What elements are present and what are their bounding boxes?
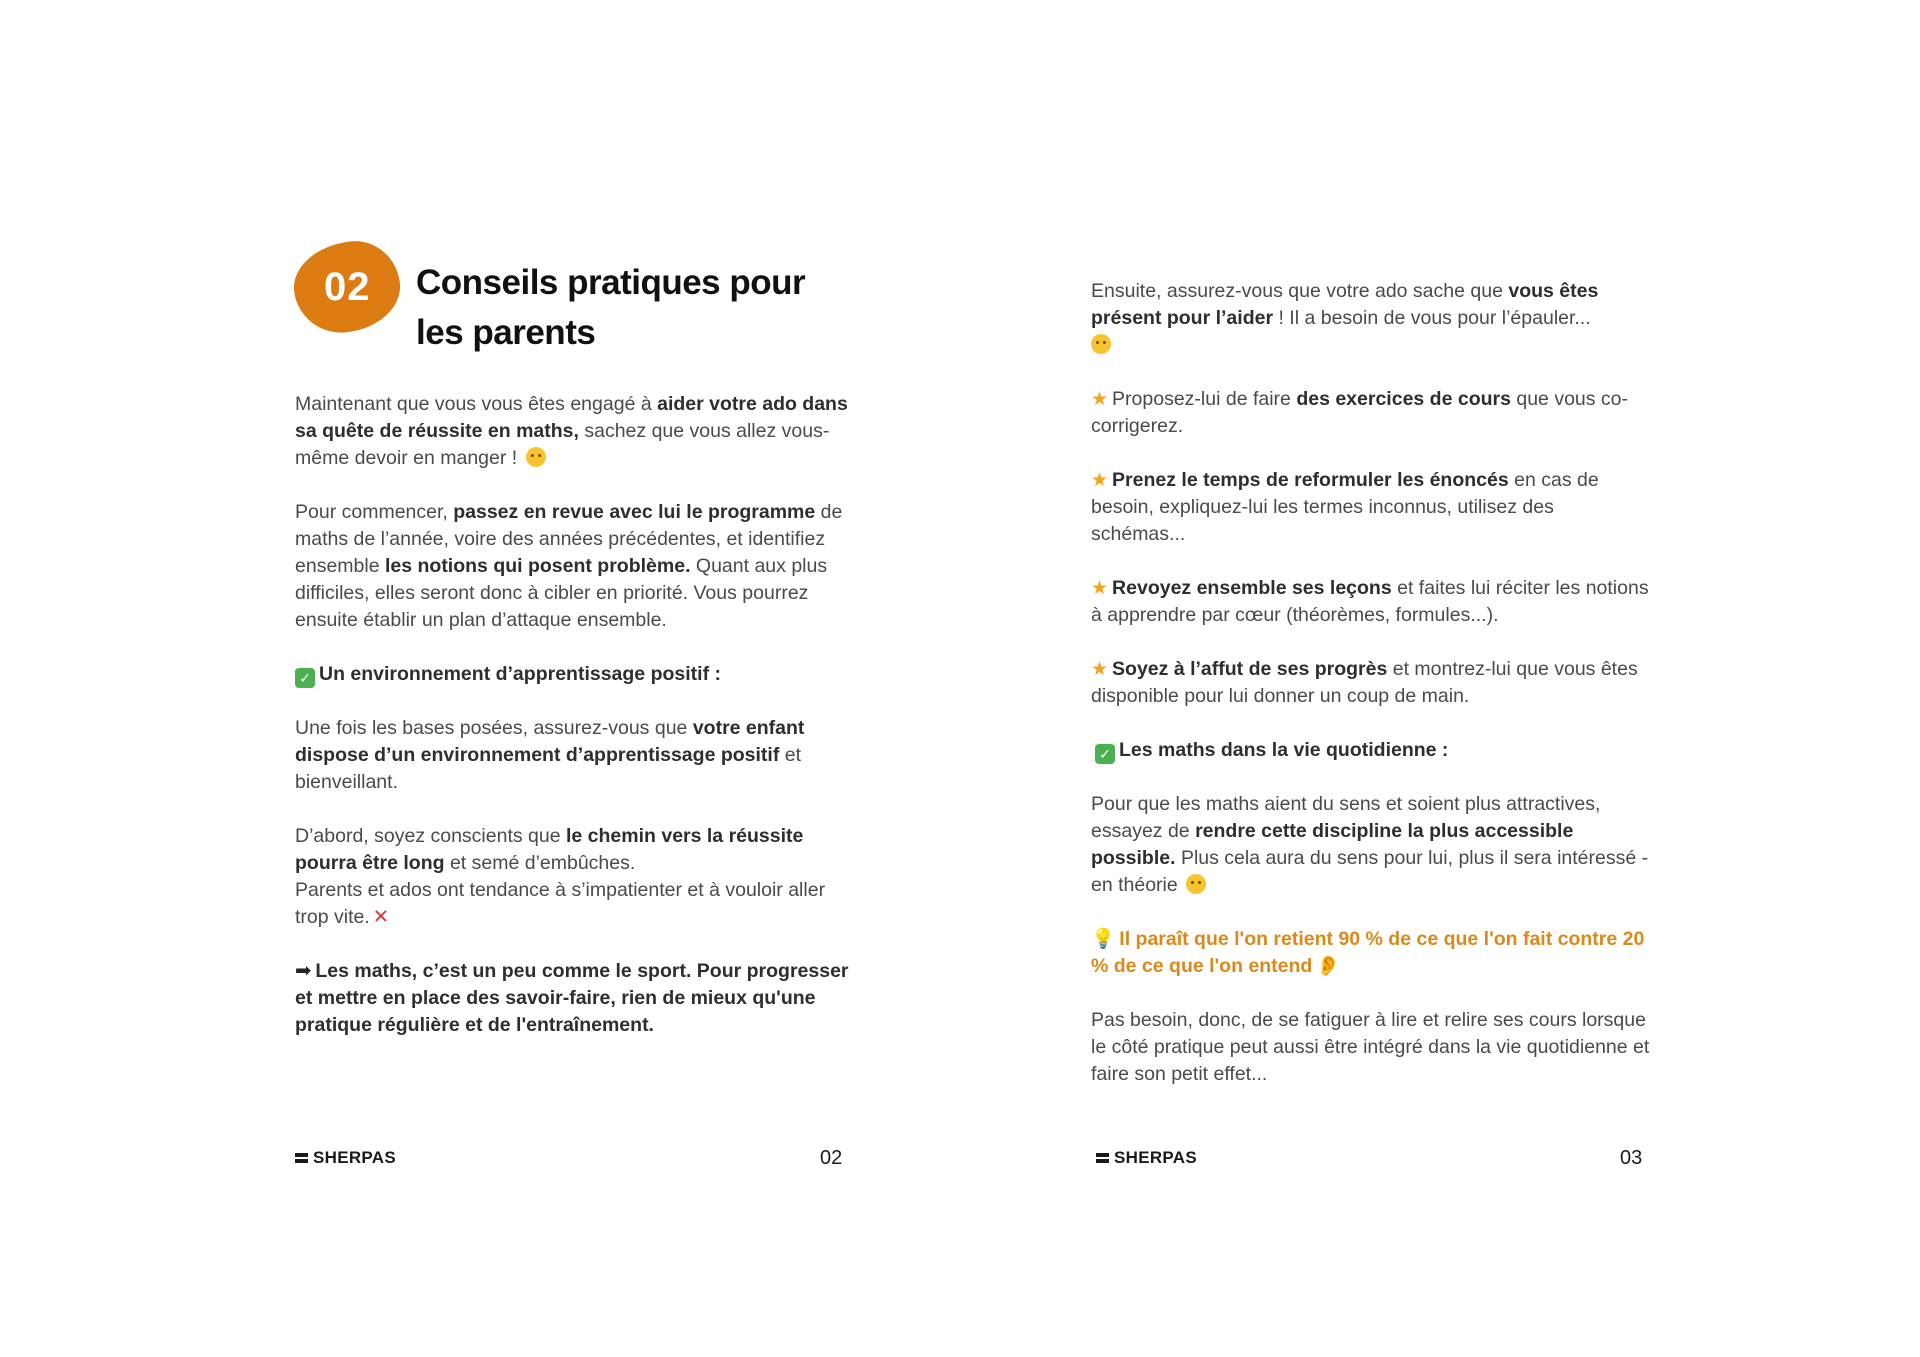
patience-paragraph (295, 823, 855, 931)
text: et semé d’embûches. (444, 852, 636, 874)
star-icon: ★ (1091, 389, 1109, 410)
bold-text: Soyez à l’affut de ses progrès (1112, 658, 1388, 680)
text: Parents et ados ont tendance à s’impatienter et à vouloir aller trop vite. (295, 879, 826, 928)
logo-text: SHERPAS (1114, 1148, 1198, 1167)
text: de maths de l’année, voire des années précédentes, et identifiez ensemble (295, 501, 843, 577)
sherpas-logo (1096, 1148, 1197, 1168)
bold-text: votre enfant dispose d’un environnement d’apprentissage positif (295, 717, 805, 766)
text: Maintenant que vous vous êtes engagé à (295, 393, 658, 415)
conclusion-paragraph (295, 958, 855, 1039)
text: D’abord, soyez conscients que (295, 825, 566, 847)
closing-paragraph: Pas besoin, donc, de se fatiguer à lire et relire ses cours lorsque le côté pratique peut aussi être intégré dans la vie quotidienne et faire son petit effet... (1091, 1009, 1650, 1085)
section-number: 02 (323, 264, 371, 309)
right-column (1091, 278, 1651, 1115)
section-number-badge (290, 237, 405, 338)
text: ! Il a besoin de vous pour l’épauler... (1273, 307, 1591, 329)
bold-text: Les maths, c’est un peu comme le sport. Pour progresser et mettre en place des savoir-faire, rien de mieux qu'une pratique régulière et de l'entraînement. (295, 960, 849, 1036)
sherpas-logo (295, 1148, 396, 1168)
logo-mark-icon (295, 1153, 308, 1163)
text: Pour commencer, (295, 501, 454, 523)
highlight-text: Il paraît que l'on retient 90 % de ce que l'on fait contre 20 % de ce que l'on entend (1091, 928, 1645, 977)
section-heading-environment (295, 661, 855, 688)
check-mark-icon: ✓ (295, 668, 315, 688)
text: Pour que les maths aient du sens et soient plus attractives, essayez de (1091, 793, 1601, 842)
bold-text: rendre cette discipline la plus accessible possible. (1091, 820, 1574, 869)
text: et bienveillant. (295, 744, 802, 793)
text: Ensuite, assurez-vous que votre ado sache que (1091, 280, 1509, 302)
text: sachez que vous allez vous-même devoir en manger ! (295, 420, 830, 469)
heading-text: Les maths dans la vie quotidienne : (1119, 739, 1449, 761)
tip-item (1091, 656, 1651, 710)
winking-face-icon (1186, 874, 1206, 894)
bold-text: Prenez le temps de reformuler les énoncés (1112, 469, 1509, 491)
intro-paragraph (295, 391, 855, 472)
star-icon: ★ (1091, 659, 1109, 680)
check-mark-icon: ✓ (1095, 744, 1115, 764)
text: et montrez-lui que vous êtes disponible pour lui donner un coup de main. (1091, 658, 1638, 707)
ear-icon: 👂 (1316, 955, 1341, 977)
bold-text: passez en revue avec lui le programme (453, 501, 816, 523)
text: et faites lui réciter les notions à apprendre par cœur (théorèmes, formules...). (1091, 577, 1649, 626)
environment-paragraph (295, 715, 855, 796)
text: Proposez-lui de faire (1112, 388, 1297, 410)
bold-text: vous êtes présent pour l’aider (1091, 280, 1599, 329)
program-paragraph (295, 499, 855, 634)
cross-mark-icon: ✕ (372, 906, 390, 928)
text: en cas de besoin, expliquez-lui les termes inconnus, utilisez des schémas... (1091, 469, 1599, 545)
tip-item (1091, 467, 1651, 548)
heading-text: Un environnement d’apprentissage positif : (319, 663, 721, 685)
left-column (295, 391, 855, 1066)
daily-life-paragraph (1091, 791, 1651, 899)
right-arrow-icon: ➡ (295, 960, 312, 982)
page-number: 03 (1620, 1147, 1643, 1169)
text: Une fois les bases posées, assurez-vous que (295, 717, 693, 739)
text: Quant aux plus difficiles, elles seront donc à cibler en priorité. Vous pourrez ensuite établir un plan d’attaque ensemble. (295, 555, 828, 631)
text: Plus cela aura du sens pour lui, plus il sera intéressé - en théorie (1091, 847, 1649, 896)
star-icon: ★ (1091, 578, 1109, 599)
page-number: 02 (820, 1147, 843, 1169)
section-heading-daily-life (1091, 737, 1651, 764)
page-title: Conseils pratiques pour les parents (416, 263, 806, 352)
bold-text: le chemin vers la réussite pourra être long (295, 825, 804, 874)
logo-text: SHERPAS (313, 1148, 397, 1167)
tip-item (1091, 575, 1651, 629)
support-paragraph (1091, 278, 1651, 359)
bold-text: des exercices de cours (1296, 388, 1511, 410)
bold-text: Revoyez ensemble ses leçons (1112, 577, 1392, 599)
star-icon: ★ (1091, 470, 1109, 491)
logo-mark-icon (1096, 1153, 1109, 1163)
winking-face-icon (526, 447, 546, 467)
light-bulb-icon: 💡 (1091, 928, 1116, 950)
tip-item (1091, 386, 1651, 440)
highlight-fact (1091, 926, 1651, 980)
bold-text: les notions qui posent problème. (384, 555, 691, 577)
bold-text: aider votre ado dans sa quête de réussite en maths, (295, 393, 848, 442)
smiling-halo-face-icon (1091, 334, 1111, 354)
text: que vous co-corrigerez. (1091, 388, 1629, 437)
